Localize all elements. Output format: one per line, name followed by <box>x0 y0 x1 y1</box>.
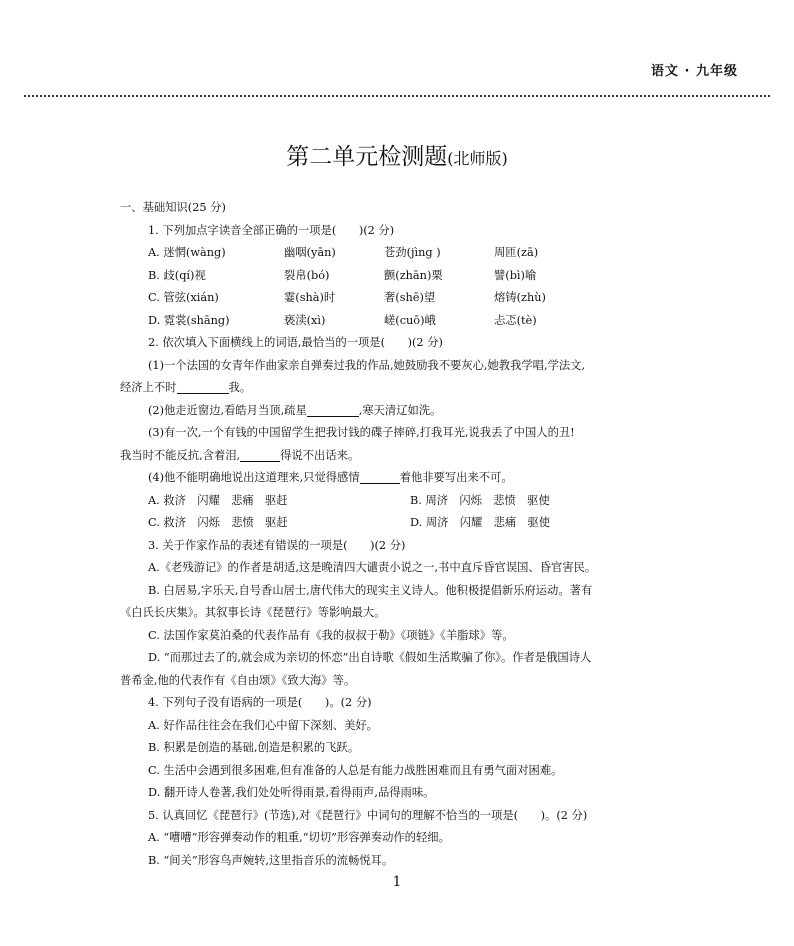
q1-b-1: B. 歧(qí)视 <box>148 268 206 282</box>
q1-c-1: C. 管弦(xián) <box>148 291 219 304</box>
q1-d-4: 忐忑(tè) <box>494 313 537 327</box>
q2-option-a: A. 救济 闪耀 悲痛 驱赶 <box>148 493 288 507</box>
q4-stem: 4. 下列句子没有语病的一项是( )。(2 分) <box>148 696 372 709</box>
title-main: 第二单元检测题 <box>286 144 448 170</box>
q1-row-c <box>120 287 650 310</box>
q3-option-b-line2: 《白氏长庆集》。其叙事长诗《琵琶行》等影响最大。 <box>120 606 386 619</box>
q2-blank-4[interactable] <box>360 469 400 484</box>
q1-d-3: 嵯(cuō)峨 <box>384 313 436 327</box>
q1-row-b <box>120 265 650 288</box>
q3-option-c: C. 法国作家莫泊桑的代表作品有《我的叔叔于勒》《项链》《羊脂球》等。 <box>148 628 514 642</box>
q1-row-d <box>120 310 650 333</box>
q2-sentence-1a: (1)一个法国的女青年作曲家亲自弹奏过我的作品,她鼓励我不要灰心,她教我学唱,学法文, <box>148 358 586 372</box>
q2-s4-pre: (4)他不能明确地说出这道理来,只觉得感情 <box>148 471 360 484</box>
q1-a-1: A. 迷惘(wàng) <box>148 246 226 259</box>
q5-stem: 5. 认真回忆《琵琶行》(节选),对《琵琶行》中词句的理解不恰当的一项是( )。(2 分) <box>148 808 588 822</box>
q2-sentence-1b <box>120 377 650 400</box>
q2-options-ab <box>120 490 650 513</box>
q2-s2-post: ,寒天清辽如洗。 <box>358 403 442 417</box>
q2-s3b-post: 得说不出话来。 <box>280 448 360 462</box>
q1-c-3: 奢(shē)望 <box>384 291 436 304</box>
q1-stem: 1. 下列加点字读音全部正确的一项是( )(2 分) <box>148 223 395 237</box>
title-sub: (北师版) <box>447 149 508 168</box>
q2-option-d: D. 周济 闪耀 悲痛 驱使 <box>410 516 551 529</box>
q3-option-d-line1: D. “而那过去了的,就会成为亲切的怀恋”出自诗歌《假如生活欺骗了你》。作者是俄国诗人 <box>148 651 592 664</box>
header-divider <box>24 95 770 97</box>
q2-stem: 2. 依次填入下面横线上的词语,最恰当的一项是( )(2 分) <box>148 336 443 349</box>
q4-option-b: B. 积累是创造的基础,创造是积累的飞跃。 <box>148 741 360 754</box>
q3-stem: 3. 关于作家作品的表述有错误的一项是( )(2 分) <box>148 538 406 552</box>
q2-options-cd <box>120 512 650 535</box>
q5-option-a: A. “嘈嘈”形容弹奏动作的粗重,“切切”形容弹奏动作的轻细。 <box>148 831 450 844</box>
q2-s1b-pre: 经济上不时 <box>120 381 177 394</box>
q1-b-2: 裂帛(bó) <box>284 268 330 282</box>
q4-option-d: D. 翻开诗人卷著,我们处处听得雨景,看得雨声,品得雨味。 <box>148 786 435 799</box>
q4-option-a: A. 好作品往往会在我们心中留下深刻、美好。 <box>148 718 378 732</box>
q1-d-1: D. 霓裳(shāng) <box>148 313 230 327</box>
page-title <box>0 138 794 171</box>
q2-sentence-3b <box>120 445 650 468</box>
q2-blank-3[interactable] <box>240 447 280 462</box>
q1-a-4: 周匝(zā) <box>494 246 539 259</box>
q1-b-4: 譬(bì)喻 <box>494 268 537 282</box>
q2-sentence-3a: (3)有一次,一个有钱的中国留学生把我讨钱的碟子摔碎,打我耳光,说我丢了中国人的丑! <box>148 426 575 439</box>
q1-b-3: 颤(zhān)栗 <box>384 268 443 282</box>
q2-option-c: C. 救济 闪烁 悲愤 驱赶 <box>148 516 288 529</box>
q4-option-c: C. 生活中会遇到很多困难,但有准备的人总是有能力战胜困难而且有勇气面对困难。 <box>148 763 563 777</box>
q3-option-d-line2: 普希金,他的代表作有《自由颂》《致大海》等。 <box>120 673 356 687</box>
q2-blank-1[interactable] <box>177 379 229 394</box>
q2-s2-pre: (2)他走近窗边,看皓月当顶,疏星 <box>148 403 307 417</box>
section-heading: 一、基础知识(25 分) <box>120 201 226 214</box>
q2-s1b-post: 我。 <box>228 381 252 394</box>
q1-a-3: 苍劲(jìng ) <box>384 246 441 259</box>
q2-s4-post: 着他非要写出来不可。 <box>399 471 513 484</box>
page-number: 1 <box>392 874 402 890</box>
q2-s3b-pre: 我当时不能反抗,含着泪, <box>120 448 241 462</box>
q1-c-4: 熔铸(zhù) <box>494 291 546 304</box>
q2-option-b: B. 周济 闪烁 悲愤 驱使 <box>410 493 550 507</box>
q1-d-2: 亵渎(xì) <box>284 313 326 327</box>
q5-option-b: B. “间关”形容鸟声婉转,这里指音乐的流畅悦耳。 <box>148 853 394 867</box>
q1-row-a <box>120 242 650 265</box>
q3-option-b-line1: B. 白居易,字乐天,自号香山居士,唐代伟大的现实主义诗人。他积极提倡新乐府运动。著有 <box>148 583 593 597</box>
q2-blank-2[interactable] <box>307 402 359 417</box>
exam-content <box>120 197 650 872</box>
header-subject: 语文 · 九年级 <box>651 64 738 79</box>
q3-option-a: A.《老残游记》的作者是胡适,这是晚清四大谴责小说之一,书中直斥昏官误国、昏官害民。 <box>148 561 597 574</box>
q2-sentence-4 <box>120 467 650 490</box>
q2-sentence-2 <box>120 400 650 423</box>
q1-a-2: 幽咽(yān) <box>284 246 336 259</box>
q1-c-2: 霎(shà)时 <box>284 291 336 304</box>
